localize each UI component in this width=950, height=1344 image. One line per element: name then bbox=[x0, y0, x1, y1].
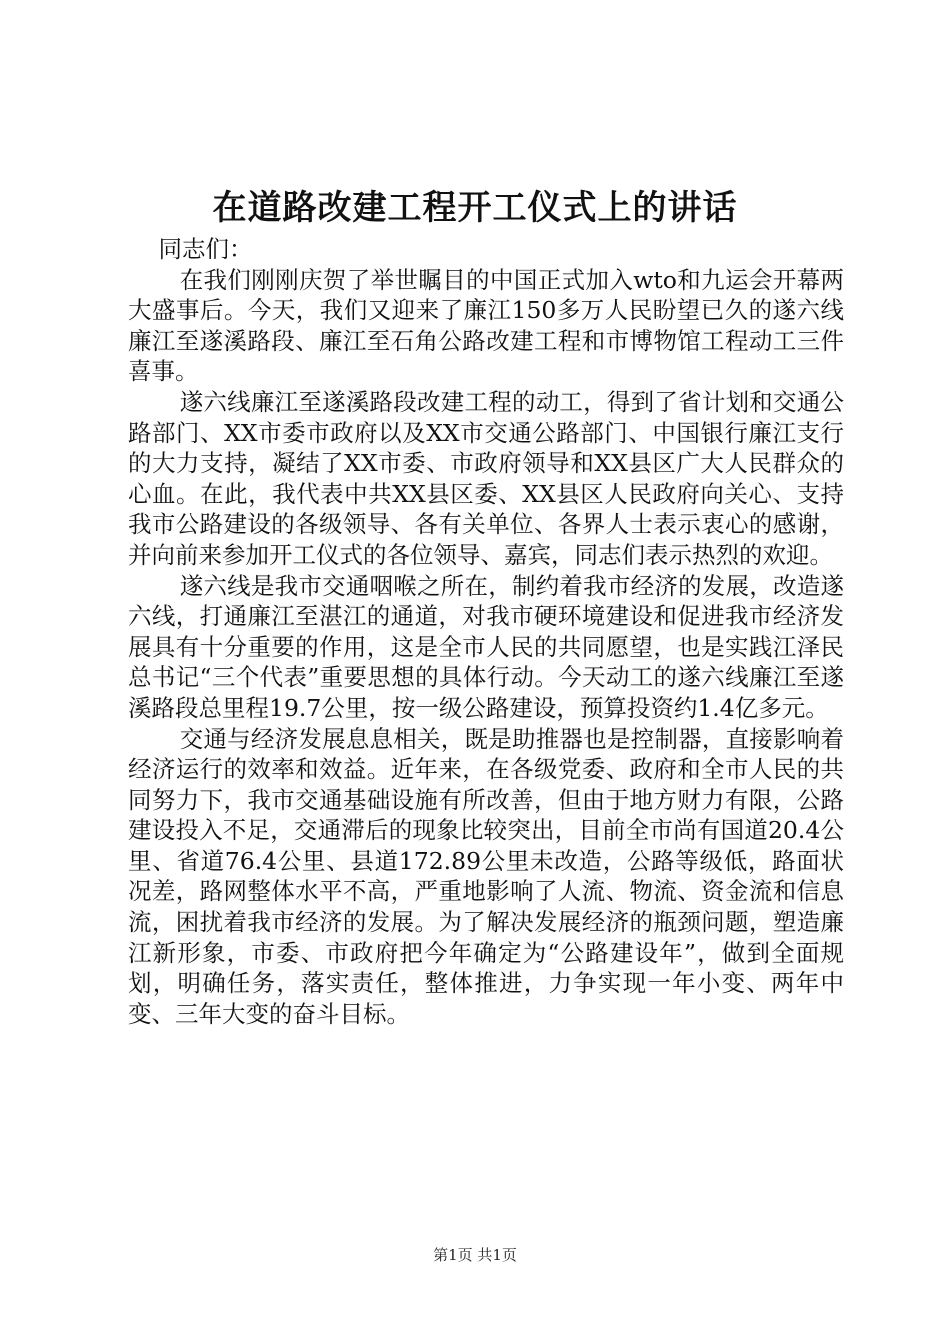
paragraph-2: 遂六线廉江至遂溪路段改建工程的动工，得到了省计划和交通公路部门、XX市委市政府以及XX市交通公路部门、中国银行廉江支行的大力支持，凝结了XX市委、市政府领导和XX县区广大人民群众的心血。在此，我代表中共XX县区委、XX县区人民政府向关心、支持我市公路建设的各级领导、各有关单位、各界人士表示衷心的感谢，并向前来参加开工仪式的各位领导、嘉宾，同志们表示热烈的欢迎。 bbox=[128, 387, 844, 569]
paragraph-4: 交通与经济发展息息相关，既是助推器也是控制器，直接影响着经济运行的效率和效益。近年来，在各级党委、政府和全市人民的共同努力下，我市交通基础设施有所改善，但由于地方财力有限，公路建设投入不足，交通滞后的现象比较突出，目前全市尚有国道20.4公里、省道76.4公里、县道172.89公里未改造，公路等级低，路面状况差，路网整体水平不高，严重地影响了人流、物流、资金流和信息流，困扰着我市经济的发展。为了解决发展经济的瓶颈问题，塑造廉江新形象，市委、市政府把今年确定为“公路建设年”，做到全面规划，明确任务，落实责任，整体推进，力争实现一年小变、两年中变、三年大变的奋斗目标。 bbox=[128, 724, 844, 1028]
document-title: 在道路改建工程开工仪式上的讲话 bbox=[212, 188, 738, 228]
paragraph-3: 遂六线是我市交通咽喉之所在，制约着我市经济的发展，改造遂六线，打通廉江至湛江的通道，对我市硬环境建设和促进我市经济发展具有十分重要的作用，这是全市人民的共同愿望，也是实践江泽民总书记“三个代表”重要思想的具体行动。今天动工的遂六线廉江至遂溪路段总里程19.7公里，按一级公路建设，预算投资约1.4亿多元。 bbox=[128, 571, 844, 722]
page-footer: 第1页 共1页 bbox=[433, 1246, 517, 1264]
paragraph-1: 在我们刚刚庆贺了举世瞩目的中国正式加入wto和九运会开幕两大盛事后。今天，我们又迎来了廉江150多万人民盼望已久的遂六线廉江至遂溪路段、廉江至石角公路改建工程和市博物馆工程动工三件喜事。 bbox=[128, 265, 844, 386]
salutation: 同志们： bbox=[158, 235, 253, 263]
document-body bbox=[128, 234, 844, 1029]
